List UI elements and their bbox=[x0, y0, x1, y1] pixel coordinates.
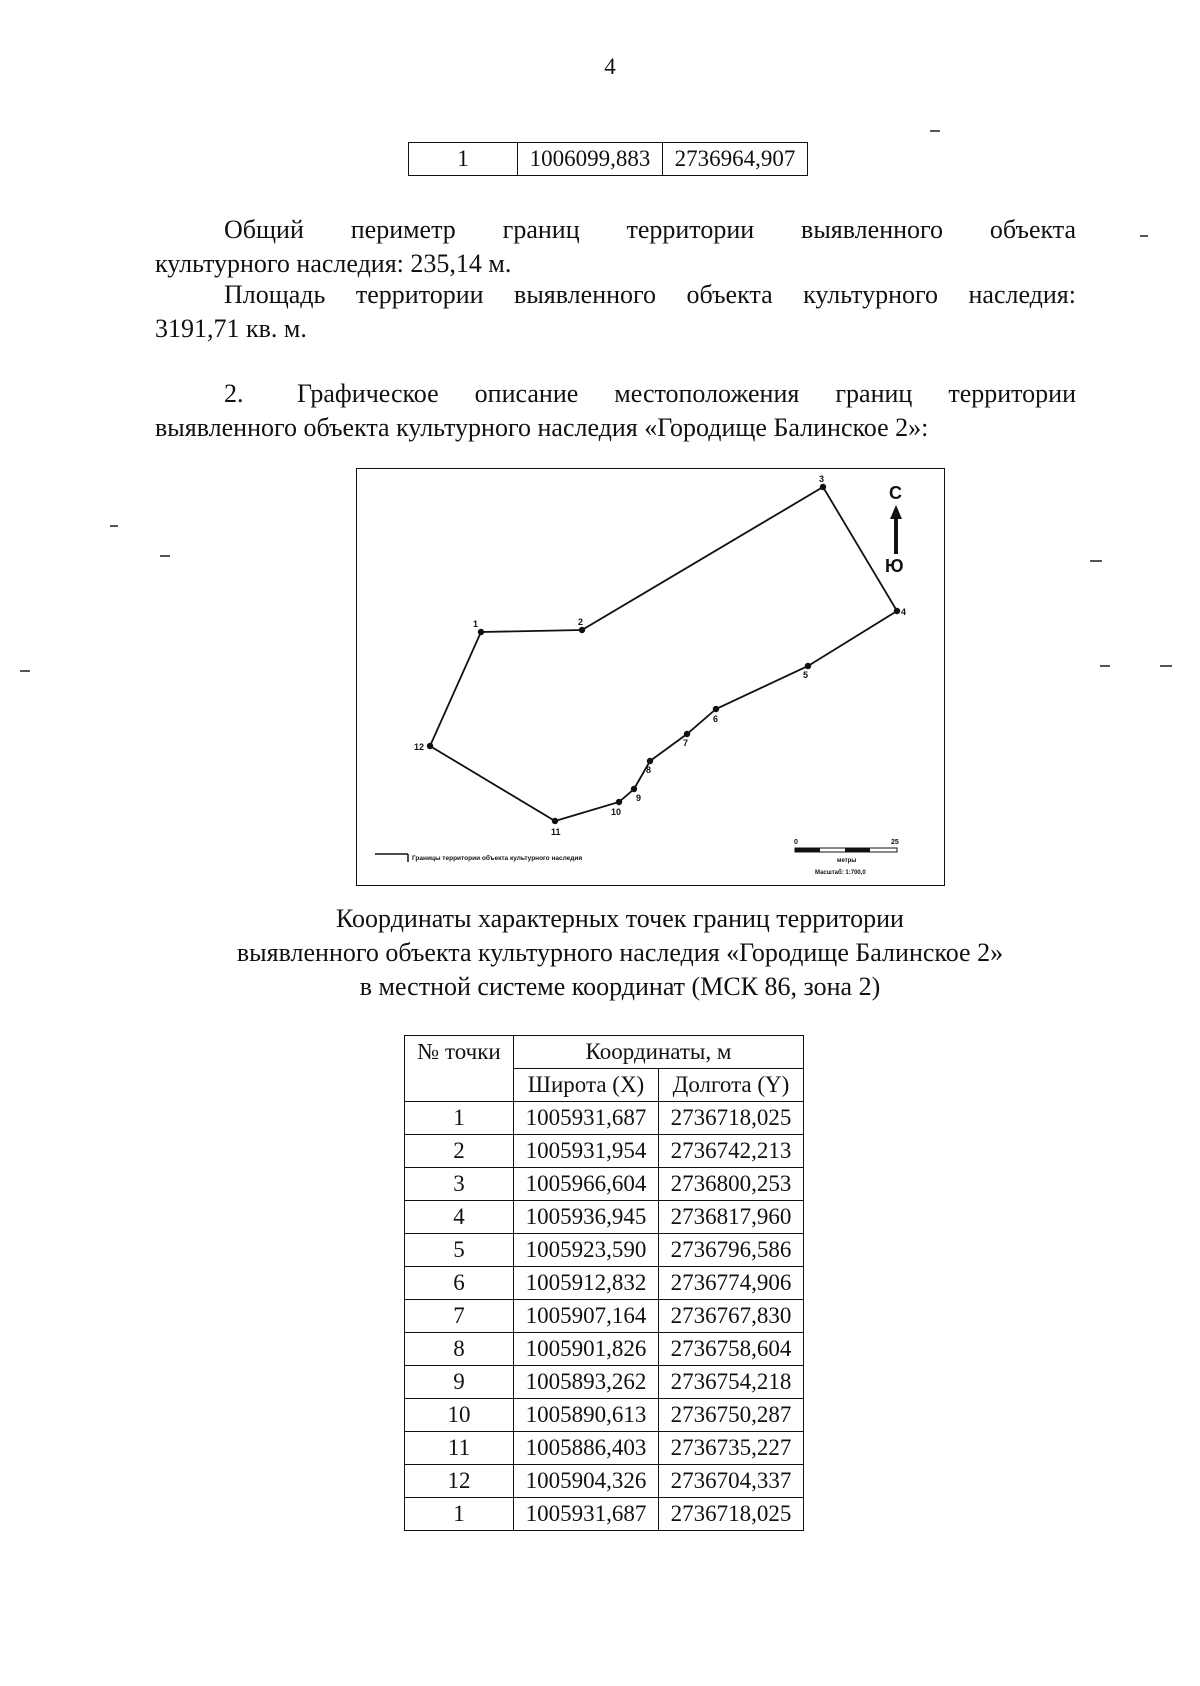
x-cell: 1005890,613 bbox=[514, 1399, 659, 1432]
table-row bbox=[405, 1399, 804, 1432]
header-point: № точки bbox=[405, 1036, 514, 1102]
boundary-point bbox=[647, 758, 653, 764]
scale-text: Масштаб: 1:700,0 bbox=[815, 870, 866, 876]
point-label: 8 bbox=[646, 765, 652, 775]
table-header-row bbox=[405, 1036, 804, 1069]
boundary-map bbox=[356, 468, 945, 886]
legend-label: Границы территории объекта культурного наследия bbox=[412, 855, 583, 862]
y-cell: 2736796,586 bbox=[659, 1234, 804, 1267]
table-row bbox=[405, 1333, 804, 1366]
y-cell: 2736774,906 bbox=[659, 1267, 804, 1300]
table-row bbox=[405, 1366, 804, 1399]
x-cell: 1005904,326 bbox=[514, 1465, 659, 1498]
y-cell: 2736800,253 bbox=[659, 1168, 804, 1201]
x-cell: 1005912,832 bbox=[514, 1267, 659, 1300]
boundary-point bbox=[552, 818, 558, 824]
south-label: Ю bbox=[885, 556, 904, 576]
scale-zero: 0 bbox=[794, 839, 798, 846]
point-cell: 1 bbox=[405, 1498, 514, 1531]
point-label: 10 bbox=[611, 807, 622, 817]
boundary-points bbox=[427, 484, 900, 824]
section-number: 2. bbox=[224, 379, 244, 408]
boundary-point bbox=[427, 743, 433, 749]
point-label: 1 bbox=[473, 619, 479, 629]
y-cell: 2736704,337 bbox=[659, 1465, 804, 1498]
map-legend bbox=[375, 854, 582, 862]
point-cell: 6 bbox=[405, 1267, 514, 1300]
section-line-2: выявленного объекта культурного наследия «Городище Балинское 2»: bbox=[155, 413, 929, 442]
scale-bar bbox=[794, 839, 899, 876]
y-cell: 2736754,218 bbox=[659, 1366, 804, 1399]
point-cell: 3 bbox=[405, 1168, 514, 1201]
y-cell: 2736758,604 bbox=[659, 1333, 804, 1366]
x-cell: 1005923,590 bbox=[514, 1234, 659, 1267]
point-cell: 5 bbox=[405, 1234, 514, 1267]
table-row bbox=[405, 1267, 804, 1300]
boundary-point bbox=[478, 629, 484, 635]
x-cell: 1005893,262 bbox=[514, 1366, 659, 1399]
point-cell: 1 bbox=[409, 143, 518, 176]
header-coordinates: Координаты, м bbox=[514, 1036, 804, 1069]
boundary-polygon bbox=[430, 487, 897, 821]
boundary-point bbox=[820, 484, 826, 490]
point-label: 4 bbox=[901, 607, 907, 617]
point-label: 11 bbox=[551, 827, 561, 837]
point-cell: 2 bbox=[405, 1135, 514, 1168]
point-label: 9 bbox=[636, 793, 642, 803]
table-row bbox=[405, 1465, 804, 1498]
top-coordinate-table bbox=[408, 142, 808, 176]
section-line-1: Графическое описание местоположения границ территории bbox=[297, 379, 1076, 408]
boundary-point bbox=[894, 608, 900, 614]
y-cell: 2736735,227 bbox=[659, 1432, 804, 1465]
area-line-2: 3191,71 кв. м. bbox=[155, 314, 307, 343]
point-label: 3 bbox=[819, 474, 825, 484]
boundary-point bbox=[579, 627, 585, 633]
point-cell: 10 bbox=[405, 1399, 514, 1432]
x-cell: 1005907,164 bbox=[514, 1300, 659, 1333]
boundary-point bbox=[631, 786, 637, 792]
table-row bbox=[405, 1300, 804, 1333]
table-row bbox=[409, 143, 808, 176]
x-cell: 1006099,883 bbox=[518, 143, 663, 176]
scale-unit: метры bbox=[837, 858, 857, 864]
x-cell: 1005901,826 bbox=[514, 1333, 659, 1366]
perimeter-line-2: культурного наследия: 235,14 м. bbox=[155, 249, 512, 278]
point-label: 12 bbox=[414, 742, 425, 752]
caption-line-1: Координаты характерных точек границ территории bbox=[336, 904, 904, 933]
point-label: 7 bbox=[683, 738, 689, 748]
area-line-1: Площадь территории выявленного объекта культурного наследия: bbox=[224, 280, 1076, 309]
caption-line-2: выявленного объекта культурного наследия «Городище Балинское 2» bbox=[236, 938, 1004, 967]
point-cell: 12 bbox=[405, 1465, 514, 1498]
table-row bbox=[405, 1102, 804, 1135]
table-row bbox=[405, 1234, 804, 1267]
page-number: 4 bbox=[604, 54, 616, 79]
y-cell: 2736742,213 bbox=[659, 1135, 804, 1168]
header-y: Долгота (Y) bbox=[659, 1069, 804, 1102]
caption-line-3: в местной системе координат (МСК 86, зона 2) bbox=[359, 972, 881, 1001]
point-cell: 4 bbox=[405, 1201, 514, 1234]
point-cell: 11 bbox=[405, 1432, 514, 1465]
x-cell: 1005936,945 bbox=[514, 1201, 659, 1234]
table-row bbox=[405, 1498, 804, 1531]
x-cell: 1005931,687 bbox=[514, 1498, 659, 1531]
x-cell: 1005966,604 bbox=[514, 1168, 659, 1201]
table-row bbox=[405, 1432, 804, 1465]
y-cell: 2736767,830 bbox=[659, 1300, 804, 1333]
x-cell: 1005886,403 bbox=[514, 1432, 659, 1465]
y-cell: 2736750,287 bbox=[659, 1399, 804, 1432]
x-cell: 1005931,954 bbox=[514, 1135, 659, 1168]
boundary-point bbox=[616, 799, 622, 805]
y-cell: 2736718,025 bbox=[659, 1102, 804, 1135]
north-arrow-icon bbox=[885, 483, 904, 576]
map-canvas bbox=[357, 469, 943, 884]
y-cell: 2736817,960 bbox=[659, 1201, 804, 1234]
y-cell: 2736964,907 bbox=[663, 143, 808, 176]
point-cell: 7 bbox=[405, 1300, 514, 1333]
point-label: 6 bbox=[713, 714, 719, 724]
point-cell: 9 bbox=[405, 1366, 514, 1399]
point-cell: 8 bbox=[405, 1333, 514, 1366]
boundary-point bbox=[713, 706, 719, 712]
scale-max: 25 bbox=[891, 839, 899, 846]
boundary-point bbox=[805, 663, 811, 669]
boundary-point bbox=[684, 731, 690, 737]
perimeter-line-1: Общий периметр границ территории выявленного объекта bbox=[224, 215, 1076, 244]
point-cell: 1 bbox=[405, 1102, 514, 1135]
header-x: Широта (X) bbox=[514, 1069, 659, 1102]
point-label: 2 bbox=[578, 617, 584, 627]
north-label: С bbox=[889, 483, 902, 503]
point-label: 5 bbox=[803, 670, 809, 680]
table-row bbox=[405, 1135, 804, 1168]
x-cell: 1005931,687 bbox=[514, 1102, 659, 1135]
y-cell: 2736718,025 bbox=[659, 1498, 804, 1531]
table-row bbox=[405, 1201, 804, 1234]
coordinate-table bbox=[404, 1035, 804, 1531]
table-row bbox=[405, 1168, 804, 1201]
